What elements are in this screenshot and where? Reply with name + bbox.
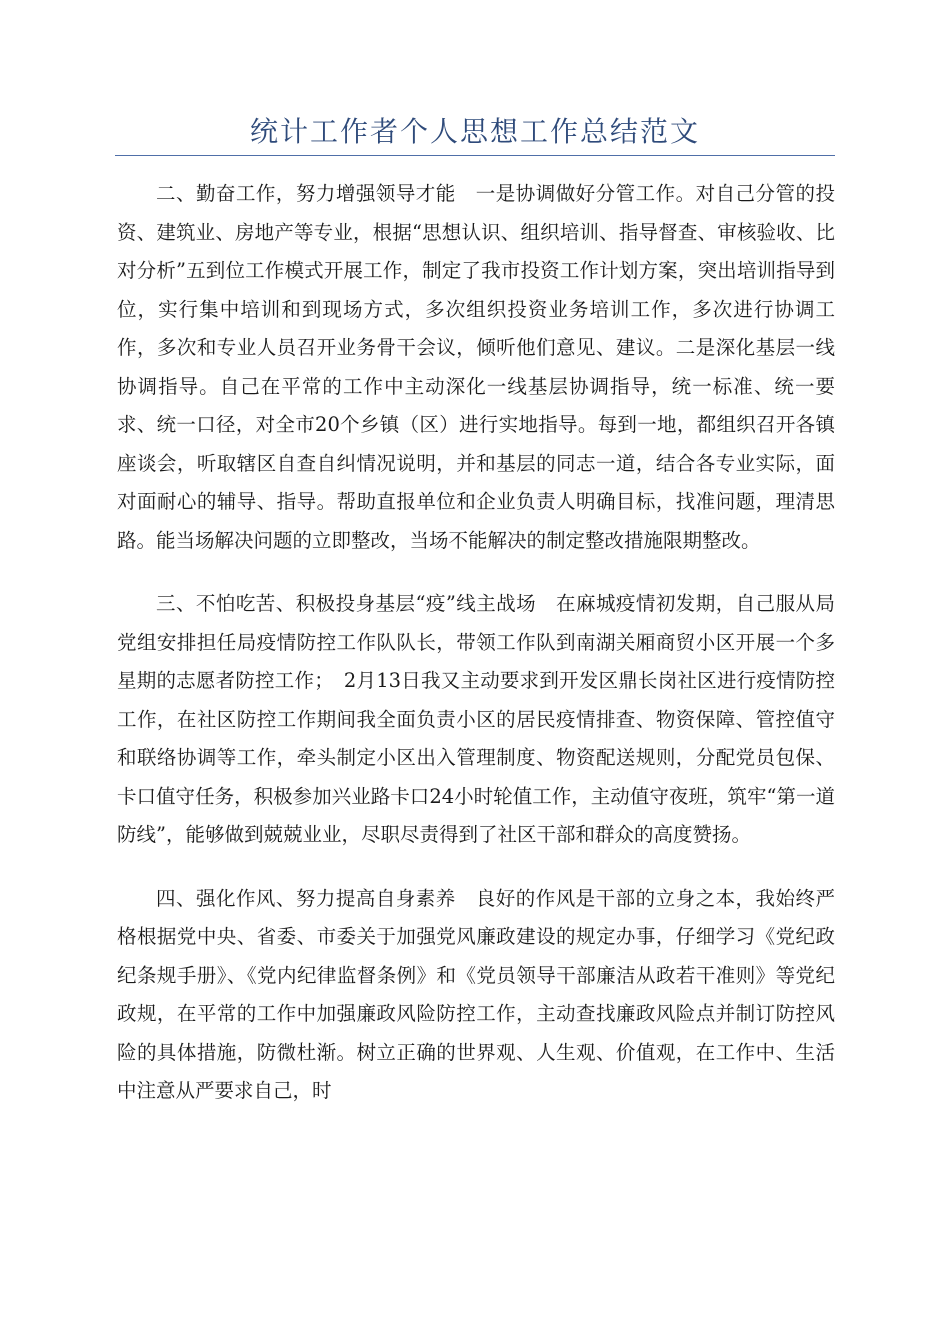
- title-underline: [115, 155, 835, 156]
- paragraph-section-2: 二、勤奋工作，努力增强领导才能 一是协调做好分管工作。对自己分管的投资、建筑业、房地产等专业，根据“思想认识、组织培训、指导督查、审核验收、比对分析”五到位工作模式开展工作，制定了我市投资工作计划方案，突出培训指导到位，实行集中培训和到现场方式，多次组织投资业务培训工作，多次进行协调工作，多次和专业人员召开业务骨干会议，倾听他们意见、建议。二是深化基层一线协调指导。自己在平常的工作中主动深化一线基层协调指导，统一标准、统一要求、统一口径，对全市20个乡镇（区）进行实地指导。每到一地，都组织召开各镇座谈会，听取辖区自查自纠情况说明，并和基层的同志一道，结合各专业实际，面对面耐心的辅导、指导。帮助直报单位和企业负责人明确目标，找准问题，理清思路。能当场解决问题的立即整改，当场不能解决的制定整改措施限期整改。: [117, 182, 835, 552]
- paragraph-section-3: 三、不怕吃苦、积极投身基层“疫”线主战场 在麻城疫情初发期，自己服从局党组安排担任局疫情防控工作队队长，带领工作队到南湖关厢商贸小区开展一个多星期的志愿者防控工作； 2月13日我又主动要求到开发区鼎长岗社区进行疫情防控工作，在社区防控工作期间我全面负责小区的居民疫情排查、物资保障、管控值守和联络协调等工作，牵头制定小区出入管理制度、物资配送规则，分配党员包保、卡口值守任务，积极参加兴业路卡口24小时轮值工作，主动值守夜班，筑牢“第一道防线”，能够做到兢兢业业，尽职尽责得到了社区干部和群众的高度赞扬。: [117, 592, 835, 846]
- document-title: 统计工作者个人思想工作总结范文: [249, 115, 700, 148]
- paragraph-section-4: 四、强化作风、努力提高自身素养 良好的作风是干部的立身之本，我始终严格根据党中央、省委、市委关于加强党风廉政建设的规定办事，仔细学习《党纪政纪条规手册》、《党内纪律监督条例》和《党员领导干部廉洁从政若干准则》等党纪政规，在平常的工作中加强廉政风险防控工作，主动查找廉政风险点并制订防控风险的具体措施，防微杜渐。树立正确的世界观、人生观、价值观，在工作中、生活中注意从严要求自己，时: [117, 886, 835, 1102]
- document-body: [117, 175, 835, 1136]
